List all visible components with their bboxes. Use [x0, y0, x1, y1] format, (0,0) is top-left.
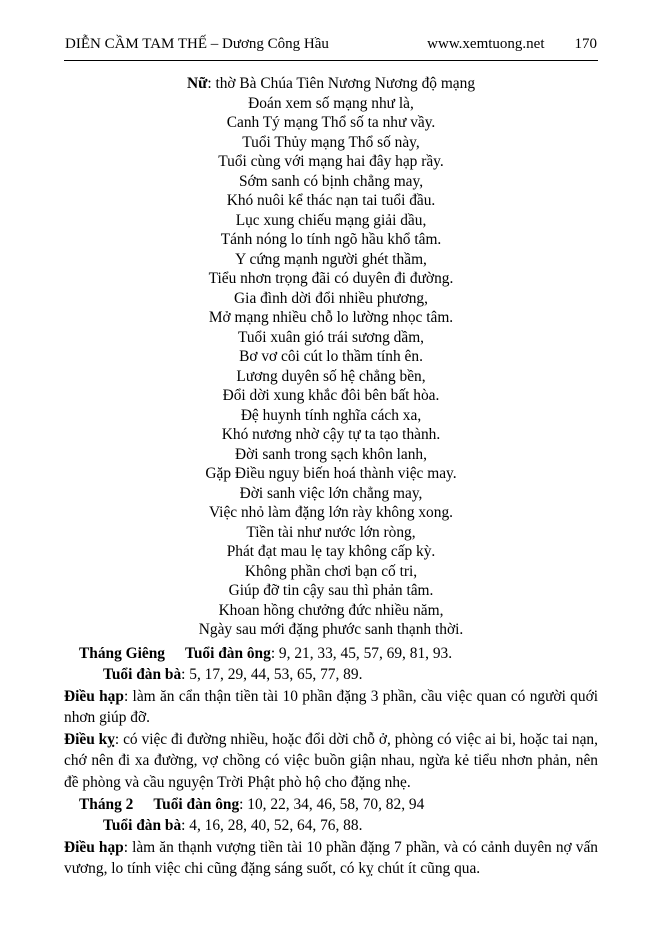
avoid-text: : có việc đi đường nhiều, hoặc đổi dời chỗ ở, phòng có việc ai bi, hoặc tai nạn, chớ nên đi xa đường, vợ chồng có việc buồn giận nhau, ngừa kẻ tiểu nhơn phản, nên đề phòng và cầu nguyện Trời Phật phò hộ cho đặng nhẹ. [64, 730, 598, 792]
poem-line: Ngày sau mới đặng phước sanh thạnh thời. [198, 621, 464, 638]
month-heading [64, 643, 598, 665]
favorable-text: : làm ăn cẩn thận tiền tài 10 phần đặng 3 phần, cầu việc quan có người quới nhơn giúp đỡ. [64, 687, 598, 727]
favorable-label: Điều hạp [64, 838, 124, 856]
women-ages-values: : 5, 17, 29, 44, 53, 65, 77, 89. [181, 666, 363, 684]
page-number: 170 [574, 36, 597, 52]
poem-line: Sớm sanh có bịnh chẳng may, [238, 172, 424, 190]
month-name: Tháng Giêng [79, 644, 165, 662]
women-ages-label: Tuổi đàn bà [103, 817, 182, 835]
poem-line: Mở mạng nhiều chỗ lo lường nhọc tâm. [208, 309, 454, 326]
page-header [64, 36, 598, 53]
avoid-label: Điều kỵ [64, 730, 115, 748]
poem-line: Canh Tý mạng Thổ số ta như vầy. [226, 114, 436, 131]
women-ages-line [64, 815, 598, 837]
header-right [427, 36, 597, 53]
women-ages-label: Tuổi đàn bà [103, 666, 182, 684]
month-sections [64, 643, 598, 881]
month-name: Tháng 2 [79, 795, 134, 813]
website-url: www.xemtuong.net [427, 36, 545, 52]
poem-line: Bơ vơ côi cút lo thầm tính ên. [239, 348, 423, 365]
favorable-text: : làm ăn thạnh vượng tiền tài 10 phần đặng 7 phần, và có cảnh duyên nợ vấn vương, lo tính việc chi cũng đặng sáng suốt, có kỵ chút ít cũng qua. [64, 838, 598, 878]
header-divider [64, 60, 598, 61]
poem-line: Lục xung chiếu mạng giải dầu, [235, 211, 427, 229]
poem-line: Tuổi Thủy mạng Thổ số này, [242, 133, 420, 151]
poem-line: Đổi dời xung khắc đôi bên bất hòa. [222, 387, 440, 404]
page-content [64, 36, 598, 880]
poem-line: Lương duyên số hệ chẳng bền, [236, 367, 426, 385]
poem-line: Giúp đỡ tin cậy sau thì phản tâm. [228, 582, 434, 599]
book-title: DIỄN CẦM TAM THẾ – Dương Công Hầu [65, 36, 329, 52]
men-ages-label: Tuổi đàn ông [184, 644, 271, 662]
poem-line: Việc nhỏ làm đặng lớn rày không xong. [208, 504, 453, 521]
women-ages-line [64, 664, 598, 686]
men-ages-label: Tuổi đàn ông [153, 795, 240, 813]
women-ages-values: : 4, 16, 28, 40, 52, 64, 76, 88. [181, 817, 363, 835]
favorable-label: Điều hạp [64, 687, 124, 705]
poem-line: Đệ huynh tính nghĩa cách xa, [240, 406, 422, 424]
poem-intro-line [64, 74, 598, 94]
poem-line: Gia đình dời đổi nhiều phương, [234, 289, 428, 307]
avoid-paragraph [64, 729, 598, 794]
poem-line: Tuổi cùng với mạng hai đây hạp rầy. [218, 153, 444, 170]
gender-label: Nữ [186, 75, 208, 92]
men-ages-values: : 9, 21, 33, 45, 57, 69, 81, 93. [270, 644, 453, 662]
poem-block [64, 74, 598, 640]
poem-line: Khoan hồng chưởng đức nhiều năm, [218, 601, 444, 619]
poem-line: Tiền tài như nước lớn ròng, [246, 523, 416, 541]
poem-line: Khó nuôi kể thác nạn tai tuổi đầu. [226, 192, 436, 209]
poem-line: Tuổi xuân gió trái sương dầm, [237, 328, 425, 346]
poem-line: Tiểu nhơn trọng đãi có duyên đi đường. [208, 270, 454, 287]
poem-line: Gặp Điều nguy biến hoá thành việc may. [205, 465, 457, 482]
poem-line: Tánh nóng lo tính ngõ hầu khổ tâm. [220, 231, 442, 248]
favorable-paragraph [64, 686, 598, 729]
poem-line: Phát đạt mau lẹ tay không cấp kỳ. [226, 543, 436, 560]
poem-line: Y cứng mạnh người ghét thầm, [235, 250, 427, 268]
poem-line: Khó nương nhờ cậy tự ta tạo thành. [221, 426, 441, 443]
poem-line: Đoán xem số mạng như là, [248, 94, 414, 112]
month-heading [64, 794, 598, 816]
favorable-paragraph [64, 837, 598, 880]
poem-line: Đời sanh trong sạch khôn lanh, [235, 445, 427, 463]
poem-intro-text: : thờ Bà Chúa Tiên Nương Nương độ mạng [207, 75, 476, 92]
poem-line: Đời sanh việc lớn chẳng may, [239, 484, 423, 502]
men-ages-values: : 10, 22, 34, 46, 58, 70, 82, 94 [239, 795, 425, 813]
poem-line: Không phần chơi bạn cố tri, [244, 562, 418, 580]
